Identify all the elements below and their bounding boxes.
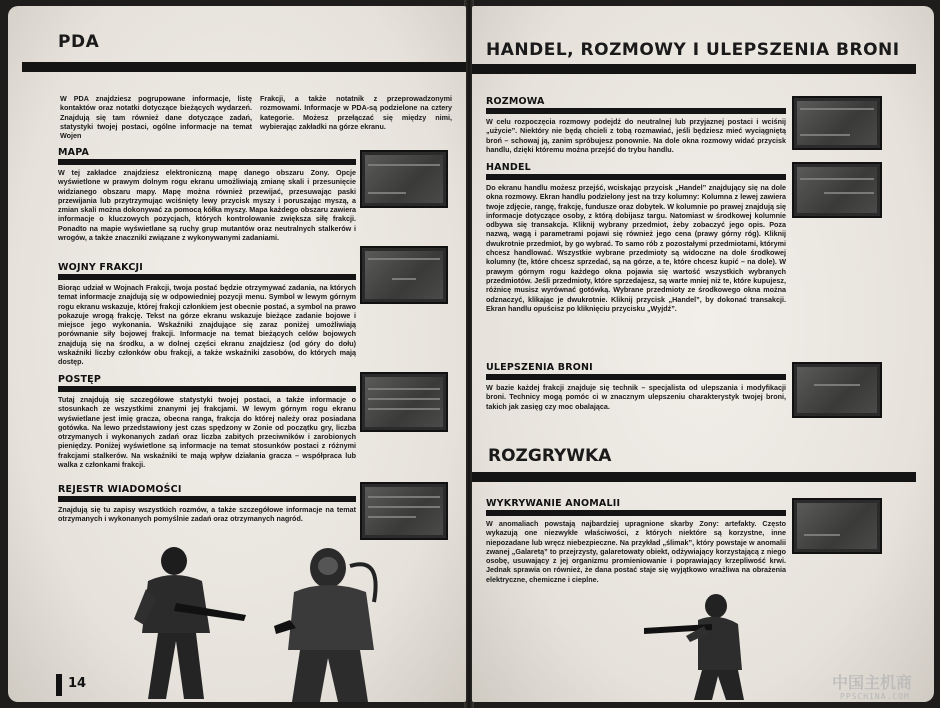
soldier-gasmask-figure (118, 541, 248, 701)
section-rule (58, 496, 356, 502)
section-ulepszenia-broni (486, 362, 786, 411)
title-rule (472, 64, 916, 74)
intro-column-2: Frakcji, a także notatnik z przeprowadzonymi rozmowami. Informacje w PDA-są podzielone na cztery kategorie. Możesz przełączać się między nimi, wybierając zakładki na górze ekranu. (260, 94, 452, 131)
section-heading: MAPA (58, 147, 90, 158)
section-text: Biorąc udział w Wojnach Frakcji, twoja postać będzie otrzymywać zadania, na których temat informacje znajdują się w odpowiedniej pozycji menu. Symbol w lewym górnym rogu ekranu wskazuje, której frakcji członkiem jest obecnie postać, a symbol na prawo pokazuje wrogą frakcję. Tekst na górze ekranu wskazuje bieżące zadanie bojowe i miejsce jego wykonania. Wskaźniki znajdujące się zaraz poniżej umożliwiają porównanie siły bojowej frakcji. Informacje na temat bieżących celów bojowych znajdują się na środku, a w dolnej części ekranu znajdziesz (od góry do dołu) wskaźniki liczby członków obu frakcji, a także wskaźniki zasobów, do których mają dostęp. (58, 283, 356, 367)
section-text: W tej zakładce znajdziesz elektroniczną mapę danego obszaru Zony. Opcje wyświetlone w prawym dolnym rogu ekranu umożliwiają zmianę skali i przesunięcie widzianego obszaru mapy. Mapę można również przewijać, przesuwając paski przewijania lub przytrzymując wciśnięty lewy przycisk myszy i poruszając myszą, a zmian skali można dokonywać za pomocą kółka myszy. Mapa każdego obszaru zawiera informacje o kluczowych pozycjach, których kontrolowanie zwiększa siłę frakcji. Ponadto na mapie wyświetlane są ruchy grup mutantów oraz neutralnych stalkerów i wrogów, a także znaczniki związane z wykonywanymi zadaniami. (58, 168, 356, 243)
section-handel (486, 162, 786, 313)
upgrade-screenshot (792, 362, 882, 418)
section-rule (58, 386, 356, 392)
section-wykrywanie-anomalii (486, 498, 786, 584)
message-log-screenshot (360, 482, 448, 540)
section-heading: ROZMOWA (486, 96, 545, 107)
rozgrywka-rule (472, 472, 916, 482)
section-rule (486, 374, 786, 380)
section-text: Znajdują się tu zapisy wszystkich rozmów, a także szczegółowe informacje na temat otrzymanych i wykonanych pomyślnie zadań oraz otrzymanych nagród. (58, 505, 356, 524)
section-heading: REJESTR WIADOMOŚCI (58, 484, 182, 495)
anomaly-screenshot (792, 498, 882, 554)
section-rule (486, 174, 786, 180)
trade-screenshot (792, 162, 882, 218)
section-text: Tutaj znajdują się szczegółowe statystyki twojej postaci, a także informacje o stosunkach ze wszystkimi znanymi jej frakcjami. W lewym górnym rogu ekranu wyświetlane jest imię gracza, obecna ranga, frakcja do której należy oraz posiadana gotówka. Na lewo przedstawiony jest czas spędzony w Zonie od początku gry, liczba otrzymanych i wykonanych zadań oraz liczba zabitych przeciwników i zarobionych pieniędzy. Poniżej wyświetlone są informacje na temat stosunków postaci z różnymi frakcjami stalkerów. Na wskaźniki te mają wpływ działania gracza – współpraca lub walka z członkami frakcji. (58, 395, 356, 470)
section-postep (58, 374, 356, 469)
stalker-rifle-figure (642, 590, 762, 702)
left-page (8, 6, 466, 702)
page-number: 14 (68, 676, 87, 691)
watermark-chinese: 中国主机商 (832, 673, 913, 692)
page-title: HANDEL, ROZMOWY I ULEPSZENIA BRONI (486, 40, 900, 60)
section-heading: ULEPSZENIA BRONI (486, 362, 593, 373)
section-heading: WYKRYWANIE ANOMALII (486, 498, 621, 509)
page-number-bar (56, 674, 62, 696)
section-title-rozgrywka: ROZGRYWKA (488, 446, 612, 466)
right-page (472, 6, 934, 702)
section-text: W bazie każdej frakcji znajduje się technik – specjalista od ulepszania i modyfikacji broni. Technicy mogą pomóc ci w znacznym ulepszeniu charakterystyk twojej broni, takich jak zasięg czy moc obalająca. (486, 383, 786, 411)
section-text: W anomaliach powstają najbardziej upragnione skarby Zony: artefakty. Często wykazują one niezwykłe właściwości, z których niektóre są korzystne, inne niepozadane lub wręcz niebezpieczne. Na przykład „ślimak”, który powstaje w anomalii zwanej „Galaretą” to przejrzysty, galaretowaty obiekt, odżywiający korzystającą z niego osobę, usuwający z jej organizmu promieniowanie i poprawiający krzepliwość krwi. Jednak sprawia on również, że dana postać staje się wyjątkowo wrażliwa na obrażenia elektryczne, chemiczne i cieplne. (486, 519, 786, 584)
section-rule (58, 274, 356, 280)
section-rule (486, 510, 786, 516)
section-heading: WOJNY FRAKCJI (58, 262, 143, 273)
title-rule (22, 62, 466, 72)
section-wojny-frakcji (58, 262, 356, 367)
map-screenshot (360, 150, 448, 208)
section-rozmowa (486, 96, 786, 154)
faction-war-screenshot (360, 246, 448, 304)
watermark-url: PPSCHINA.COM (840, 692, 910, 701)
intro-column-1: W PDA znajdziesz pogrupowane informacje, listę kontaktów oraz notatki dotyczące bieżących wydarzeń. Znajdują się tam również dane dotyczące zadań, statystyki twojej postaci, ogólne informacje na temat Wojen (60, 94, 252, 141)
section-heading: POSTĘP (58, 374, 102, 385)
section-text: Do ekranu handlu możesz przejść, wciskając przycisk „Handel” znajdujący się na dole okna rozmowy. Ekran handlu podzielony jest na trzy kolumny: Kolumna z lewej zawiera twoje zdjęcie, rangę, frakcję, fundusze oraz dobytek. W kolumnie po prawej znajdują się informacje dotyczące osoby, z którą dobijasz targu. Natomiast w środkowej kolumnie odbywa się transakcja. Kliknij wybrany przedmiot, żeby zobaczyć jego opis. Poza nazwą, wagą i parametrami pojawi się również jego cena (prawy górny róg). Kliknij dwukrotnie przedmiot, by go wybrać. To samo rób z pozostałymi przedmiotami, którymi chcesz handlować. Wszystkie wybrane przedmioty są widoczne na dole środkowej kolumny (te, które chcesz sprzedać, są na górze, a te, które chcesz kupić – na dole). W prawym górnym rogu każdego okna pojawia się wartość wszystkich wybranych przedmiotów. Jeśli przedmioty, które sprzedajesz, są warte mniej niż te, które kupujesz, różnicę musisz wyrównać gotówką. Wybrane przedmioty ze środkowego okna można odznaczyć, klikając je dwukrotnie. Kliknij przycisk „Handel”, by dokonać transakcji. Ekran handlu opuścisz po kliknięciu przycisku „Wyjdź”. (486, 183, 786, 313)
section-heading: HANDEL (486, 162, 531, 173)
soldier-exosuit-figure (270, 546, 400, 702)
section-rule (58, 159, 356, 165)
section-rule (486, 108, 786, 114)
section-mapa (58, 147, 356, 242)
dialogue-screenshot (792, 96, 882, 150)
section-rejestr-wiadomosci (58, 484, 356, 524)
page-title: PDA (58, 32, 100, 52)
section-text: W celu rozpoczęcia rozmowy podejdź do neutralnej lub przyjaznej postaci i wciśnij „użycie”. Niektóry nie będą chcieli z tobą rozmawiać, jeśli będziesz mieć wyciągniętą broń – schowaj ją, zanim spróbujesz ponownie. Na dole okna rozmowy widać przycisk handlu, dzięki któremu można przejść do trybu handlu. (486, 117, 786, 154)
progress-screenshot (360, 372, 448, 432)
